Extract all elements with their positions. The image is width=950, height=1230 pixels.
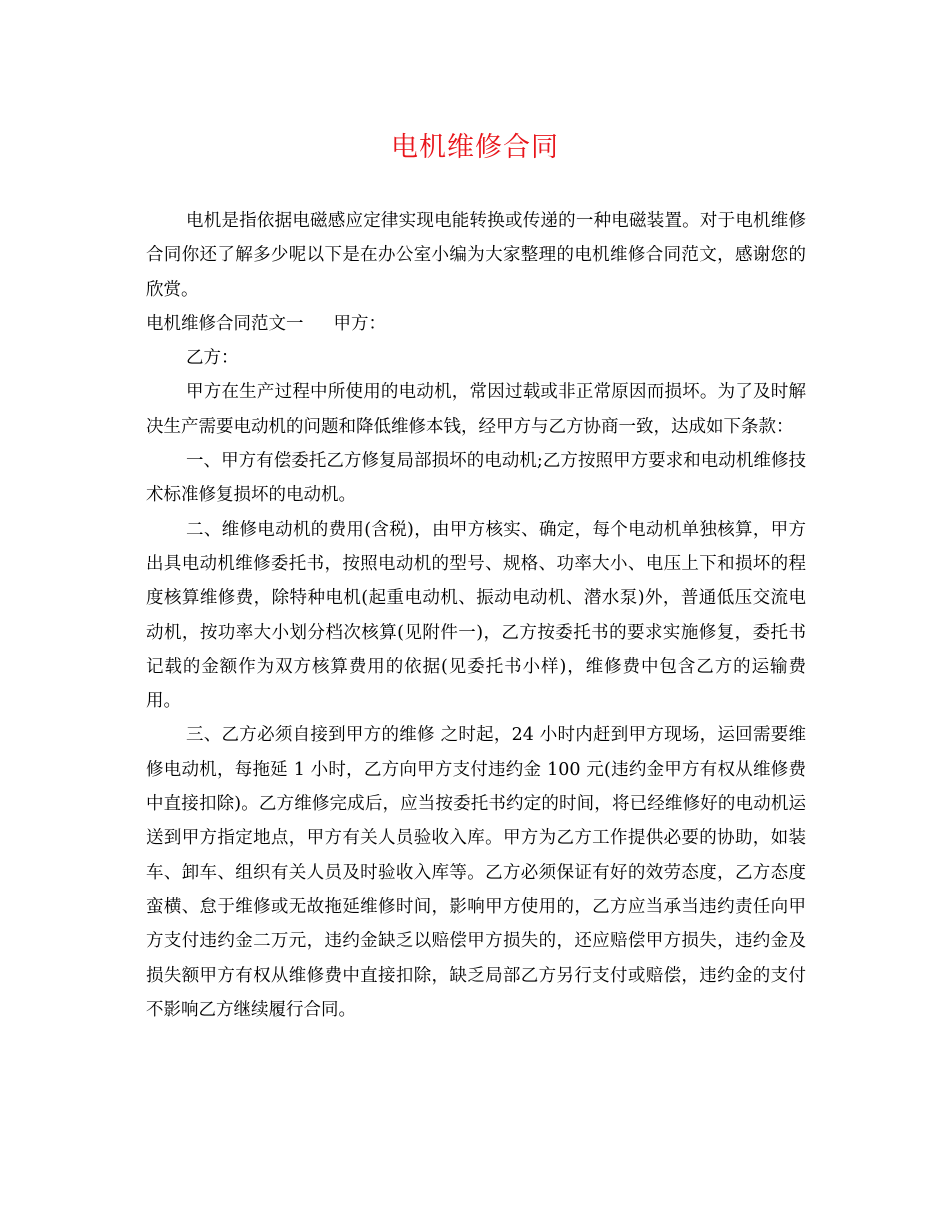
clause-1: 一、甲方有偿委托乙方修复局部损坏的电动机;乙方按照甲方要求和电动机维修技术标准修复损坏的电动机。 (146, 451, 806, 506)
clause-3: 三、乙方必须自接到甲方的维修 之时起，24 小时内赶到甲方现场，运回需要维修电动机，每拖延 1 小时，乙方向甲方支付违约金 100 元(违约金甲方有权从维修费中直接扣除)。乙方维修完成后，应当按委托书约定的时间，将已经维修好的电动机运送到甲方指定地点，甲方有关人员验收入库。甲方为乙方工作提供必要的协助，如装车、卸车、组织有关人员及时验收入库等。乙方必须保证有好的效劳态度，乙方态度蛮横、怠于维修或无故拖延维修时间，影响甲方使用的，乙方应当承当违约责任向甲方支付违约金二万元，违约金缺乏以赔偿甲方损失的，还应赔偿甲方损失，违约金及损失额甲方有权从维修费中直接扣除，缺乏局部乙方另行支付或赔偿，违约金的支付不影响乙方继续履行合同。 (146, 725, 806, 1020)
party-b-label: 乙方： (186, 348, 239, 369)
intro-paragraph: 电机是指依据电磁感应定律实现电能转换或传递的一种电磁装置。对于电机维修合同你还了解多少呢以下是在办公室小编为大家整理的电机维修合同范文，感谢您的欣赏。 (146, 211, 806, 300)
document-title: 电机维修合同 (391, 132, 559, 163)
party-a-label: 甲方： (333, 313, 386, 334)
sample-heading: 电机维修合同范文一 (146, 313, 304, 334)
clause-2: 二、维修电动机的费用(含税)，由甲方核实、确定，每个电动机单独核算，甲方出具电动机维修委托书，按照电动机的型号、规格、功率大小、电压上下和损坏的程度核算维修费，除特种电机(起重电动机、振动电动机、潜水泵)外，普通低压交流电动机，按功率大小划分档次核算(见附件一)，乙方按委托书的要求实施修复，委托书记载的金额作为双方核算费用的依据(见委托书小样)，维修费中包含乙方的运输费用。 (146, 519, 806, 712)
preamble-paragraph: 甲方在生产过程中所使用的电动机，常因过载或非正常原因而损坏。为了及时解决生产需要电动机的问题和降低维修本钱，经甲方与乙方协商一致，达成如下条款： (146, 382, 806, 437)
document-body (146, 204, 806, 1027)
sample-heading-line (146, 307, 806, 341)
